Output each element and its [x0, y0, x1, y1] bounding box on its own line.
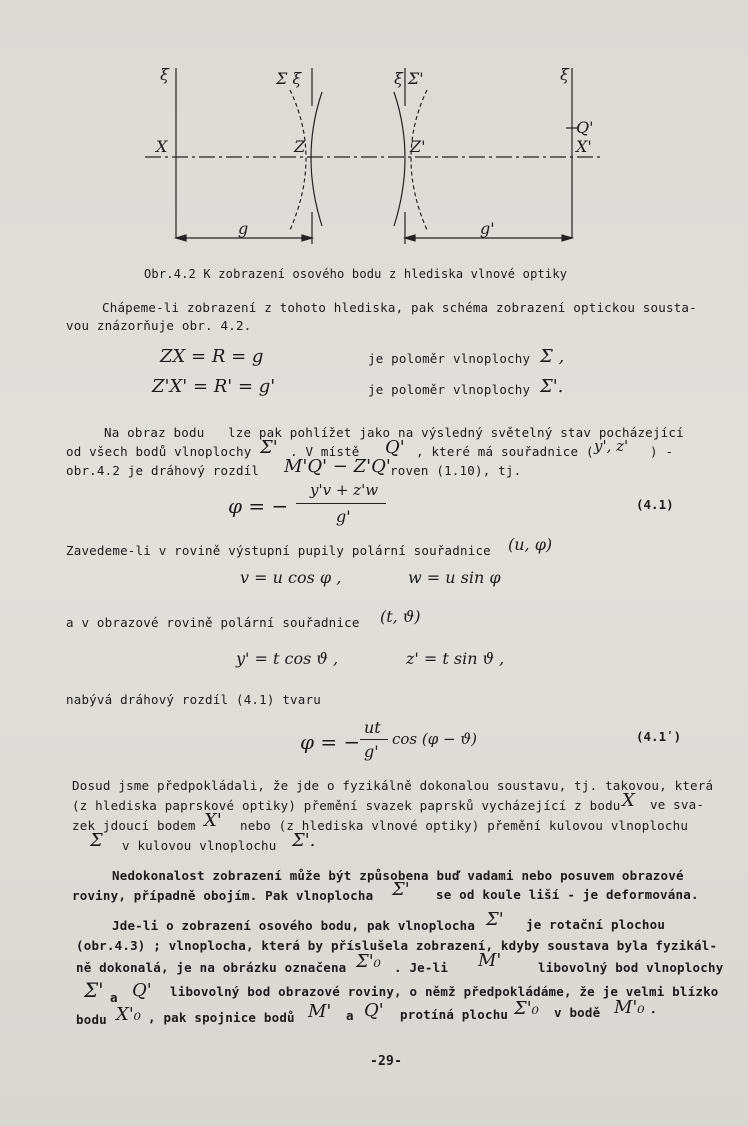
para6-line1: Dosud jsme předpokládali, že jde o fyzikálně dokonalou soustavu, tj. takovou, která [72, 778, 714, 793]
para8-line4a: a [110, 990, 118, 1005]
para2-line2b: . V místě [290, 444, 360, 459]
figure-wave-optics-diagram [0, 0, 748, 260]
page-number: -29- [370, 1054, 403, 1069]
eq41-lhs: φ = − [228, 494, 289, 518]
definition-eq1-text: je poloměr vlnoplochy [368, 351, 531, 366]
definition-eq2: Z'X' = R' = g' [152, 376, 276, 397]
label-g-prime: g' [480, 219, 495, 238]
para8-line5-sigma0-prime: Σ'₀ [514, 998, 539, 1019]
wavefront-sigma-prime [411, 90, 427, 230]
eq-polar1-v: v = u cos φ , [240, 568, 342, 587]
eq41p-numerator: ut [364, 718, 381, 737]
definition-eq2-text: je poloměr vlnoplochy [368, 382, 531, 397]
para7-sigma-prime: Σ' [392, 879, 410, 900]
para8-line3c: libovolný bod vlnoplochy [538, 960, 724, 975]
label-g: g [238, 219, 249, 238]
para7-line2b: se od koule liší - je deformována. [436, 887, 699, 902]
para6-line2b: ve sva- [650, 797, 705, 812]
para8-M-prime: M' [478, 950, 502, 971]
para6-line3b: nebo (z hlediska vlnové optiky) přemění kulovou vlnoplochu [240, 818, 689, 833]
eq41p-fraction-bar [360, 739, 388, 740]
eq41-denominator: g' [336, 507, 351, 526]
para8-line1a: Jde-li o zobrazení osového bodu, pak vlnoplocha [112, 918, 476, 933]
para8-line5-M-prime: M' [308, 1001, 332, 1022]
para8-line5e: v bodě [554, 1005, 601, 1020]
para8-line3a: ně dokonalá, je na obrázku označena [76, 960, 347, 975]
para2-line2c: , které má souřadnice ( [416, 444, 594, 459]
eq-polar1-w: w = u sin φ [408, 568, 501, 587]
para6-sigma-prime: Σ'. [292, 830, 316, 851]
para8-Q-prime: Q' [132, 980, 152, 1001]
para2-line2d: ) - [650, 444, 674, 459]
lens-right-curve [394, 92, 405, 226]
para7-line1: Nedokonalost zobrazení může být způsobena buď vadami nebo posuvem obrazové [112, 868, 684, 883]
para6-line3a: zek jdoucí bodem [72, 818, 196, 833]
para8-line5b: , pak spojnice bodů [148, 1010, 295, 1025]
para6-X: X [622, 790, 635, 811]
label-Z: Z [294, 137, 306, 156]
para6-sigma: Σ [90, 830, 103, 851]
para5-text: nabývá dráhový rozdíl (4.1) tvaru [66, 692, 321, 707]
para8-sigma-prime: Σ' [486, 909, 504, 930]
label-Q-prime: Q' [576, 118, 594, 137]
para4-text: a v obrazové rovině polární souřadnice [66, 615, 360, 630]
figure-caption: Obr.4.2 K zobrazení osového bodu z hlediska vlnové optiky [144, 267, 568, 281]
para2-line2a: od všech bodů vlnoplochy [66, 444, 252, 459]
para2-Q-prime: Q' [385, 437, 405, 458]
label-sigma-xi: Σ ξ [276, 69, 302, 88]
para8-sigma0-prime: Σ'₀ [356, 951, 381, 972]
eq41p-number: (4.1ʹ) [636, 729, 682, 744]
eq41-numerator: y'v + z'w [310, 481, 379, 499]
label-X: X [156, 137, 168, 156]
para2-path-difference: M'Q' − Z'Q' [284, 456, 391, 477]
para4-coords: (t, ϑ) [380, 607, 421, 626]
definition-eq1-sigma: Σ , [540, 346, 565, 367]
para6-X-prime: X' [204, 810, 222, 831]
para8-line2: (obr.4.3) ; vlnoplocha, která by příslušela zobrazení, kdyby soustava byla fyzikál- [76, 938, 718, 953]
eq41p-lhs: φ = − [300, 730, 361, 754]
eq41p-tail: cos (φ − ϑ) [392, 730, 477, 748]
para8-line3b: . Je-li [394, 960, 449, 975]
para8-line5a: bodu [76, 1012, 107, 1027]
eq41-number: (4.1) [636, 497, 674, 512]
para8-line5d: protíná plochu [400, 1007, 509, 1022]
eq41p-denominator: g' [364, 742, 379, 761]
eq-polar2-z: z' = t sin ϑ , [406, 649, 505, 668]
para2-yz: y', z' [594, 437, 629, 455]
label-xi-sigma-prime: ξ Σ' [394, 69, 424, 88]
para2-sigma-prime: Σ' [260, 437, 278, 458]
label-xi-right: ξ [560, 65, 569, 84]
para2-line1a: Na obraz bodu [104, 425, 205, 440]
para2-line3b: roven (1.10), tj. [390, 463, 522, 478]
label-Z-prime: Z' [410, 137, 426, 156]
label-xi-left: ξ [160, 65, 169, 84]
eq-polar2-y: y' = t cos ϑ , [236, 649, 339, 668]
label-X-prime: X' [576, 137, 592, 156]
para2-line3a: obr.4.2 je dráhový rozdíl [66, 463, 260, 478]
para6-line4a: v kulovou vlnoplochu [122, 838, 277, 853]
definition-eq2-sigma: Σ'. [540, 376, 564, 397]
definition-eq1: ZX = R = g [160, 346, 264, 367]
para3-coords: (u, φ) [508, 535, 553, 554]
para1-line1: Chápeme-li zobrazení z tohoto hlediska, pak schéma zobrazení optickou sousta- [102, 300, 697, 315]
para7-line2a: roviny, případně obojím. Pak vlnoplocha [72, 888, 374, 903]
para8-line5c: a [346, 1008, 354, 1023]
lens-left-curve [311, 92, 322, 226]
para8-line1b: je rotační plochou [526, 917, 666, 932]
para8-M0-prime: M'₀ . [614, 997, 657, 1018]
para2-line1b: lze pak pohlížet jako na výsledný světelný stav pocházející [228, 425, 684, 440]
para8-line5-Q-prime: Q' [364, 1000, 384, 1021]
para8-line4b: libovolný bod obrazové roviny, o němž předpokládáme, že je velmi blízko [170, 984, 719, 999]
para6-line2a: (z hlediska paprskové optiky) přemění svazek paprsků vycházející z bodu [72, 798, 621, 813]
wavefront-sigma [290, 90, 306, 230]
para3-text: Zavedeme-li v rovině výstupní pupily polární souřadnice [66, 543, 491, 558]
para1-line2: vou znázorňuje obr. 4.2. [66, 318, 252, 333]
para8-line4-sigma-prime: Σ' [84, 978, 104, 1002]
eq41-fraction-bar [296, 503, 386, 504]
para8-X0-prime: X'₀ [116, 1004, 141, 1025]
